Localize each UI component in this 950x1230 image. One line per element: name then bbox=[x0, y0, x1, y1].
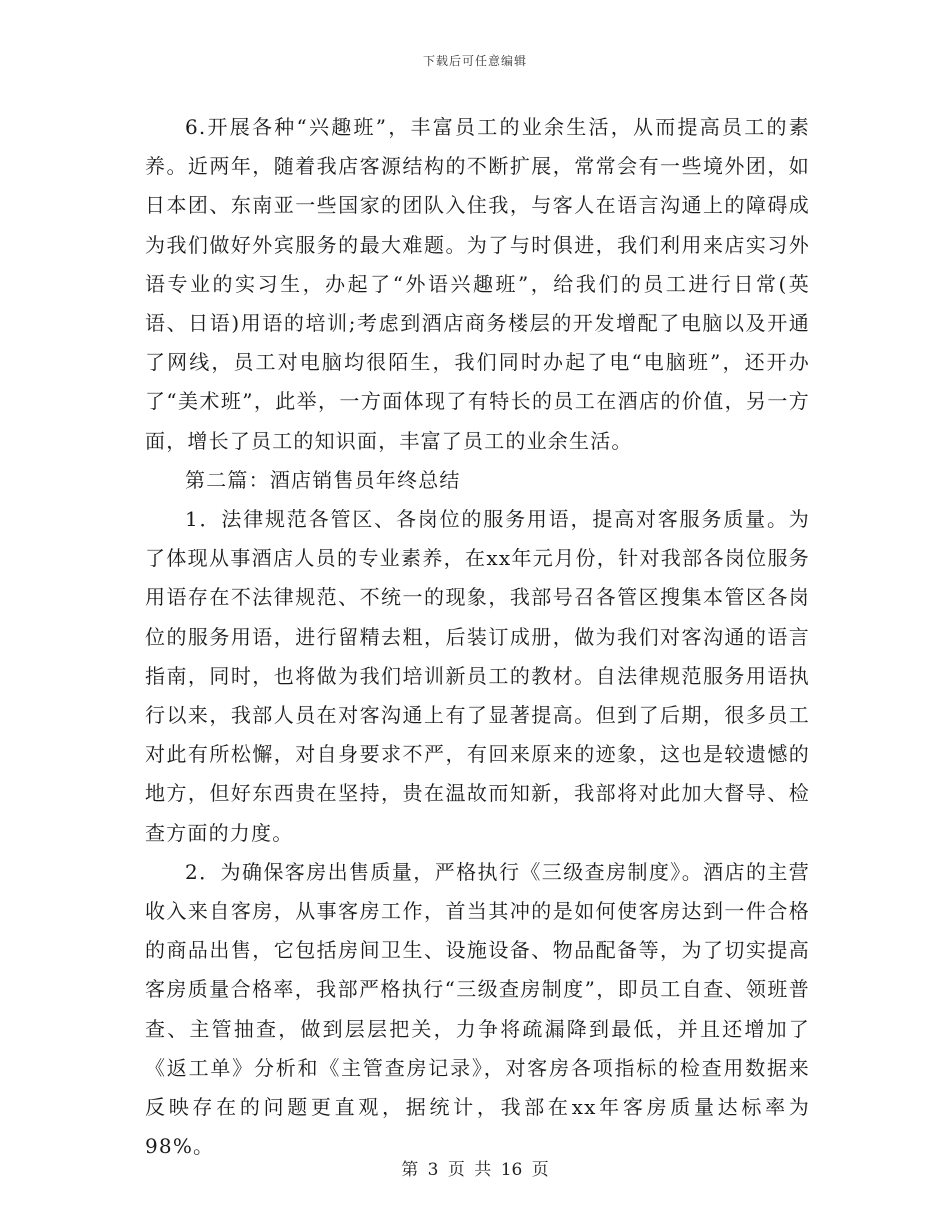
document-body bbox=[145, 108, 810, 1166]
paragraph-service-language: 1．法律规范各管区、各岗位的服务用语，提高对客服务质量。为了体现从事酒店人员的专业素养，在xx年元月份，针对我部各岗位服务用语存在不法律规范、不统一的现象，我部号召各管区搜集本管区各岗位的服务用语，进行留精去粗，后装订成册，做为我们对客沟通的语言指南，同时，也将做为我们培训新员工的教材。自法律规范服务用语执行以来，我部人员在对客沟通上有了显著提高。但到了后期，很多员工对此有所松懈，对自身要求不严，有回来原来的迹象，这也是较遗憾的地方，但好东西贵在坚持，贵在温故而知新，我部将对此加大督导、检查方面的力度。 bbox=[145, 507, 810, 845]
section-title: 第二篇：酒店销售员年终总结 bbox=[185, 467, 461, 492]
paragraph-room-inspection: 2．为确保客房出售质量，严格执行《三级查房制度》。酒店的主营收入来自客房，从事客房工作，首当其冲的是如何使客房达到一件合格的商品出售，它包括房间卫生、设施设备、物品配备等，为了切实提高客房质量合格率，我部严格执行“三级查房制度”，即员工自查、领班普查、主管抽查，做到层层把关，力争将疏漏降到最低，并且还增加了《返工单》分析和《主管查房记录》，对客房各项指标的检查用数据来反映存在的问题更直观，据统计，我部在xx年客房质量达标率为98%。 bbox=[145, 859, 810, 1159]
page-number: 第 3 页 共 16 页 bbox=[401, 1160, 549, 1180]
header-note: 下载后可任意编辑 bbox=[422, 54, 527, 68]
paragraph-interest-classes: 6.开展各种“兴趣班”，丰富员工的业余生活，从而提高员工的素养。近两年，随着我店客源结构的不断扩展，常常会有一些境外团，如日本团、东南亚一些国家的团队入住我，与客人在语言沟通上的障碍成为我们做好外宾服务的最大难题。为了与时俱进，我们利用来店实习外语专业的实习生，办起了“外语兴趣班”，给我们的员工进行日常(英语、日语)用语的培训;考虑到酒店商务楼层的开发增配了电脑以及开通了网线，员工对电脑均很陌生，我们同时办起了电“电脑班”，还开办了“美术班”，此举，一方面体现了有特长的员工在酒店的价值，另一方面，增长了员工的知识面，丰富了员工的业余生活。 bbox=[145, 115, 810, 453]
